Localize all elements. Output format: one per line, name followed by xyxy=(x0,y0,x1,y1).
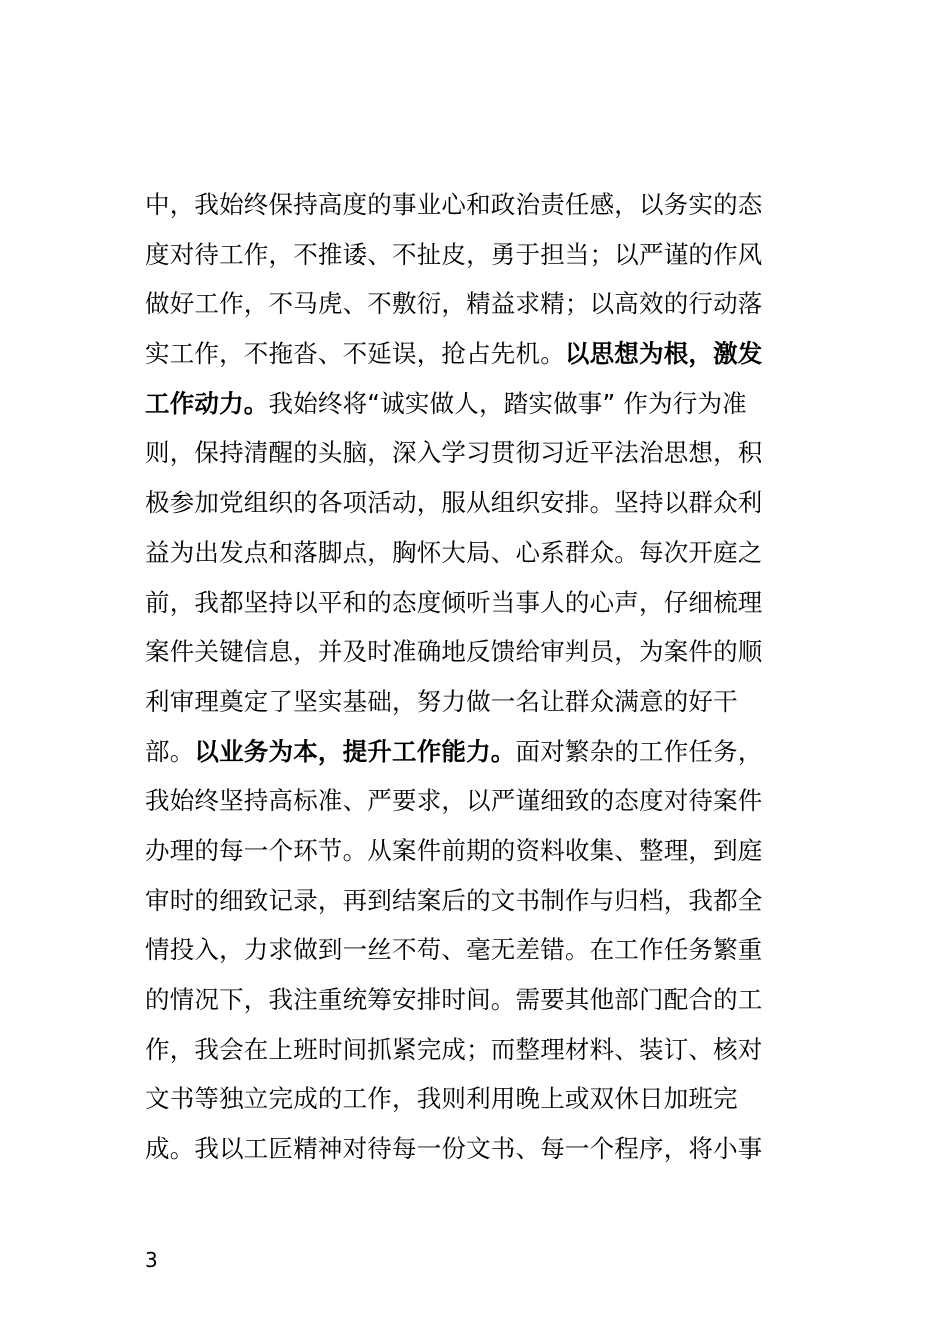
text-segment: 成。我以工匠精神对待每一份文书、每一个程序，将小事 xyxy=(145,1134,763,1164)
bold-heading-segment: 以思想为根，激发 xyxy=(564,339,763,369)
text-segment: 部。 xyxy=(145,736,195,766)
text-line xyxy=(145,329,817,379)
bold-heading-segment: 以业务为本，提升工作能力。 xyxy=(194,736,516,766)
text-segment: 做好工作，不马虎、不敷衍，精益求精；以高效的行动落 xyxy=(145,289,763,319)
body-paragraph xyxy=(145,180,817,1174)
text-segment: 案件关键信息，并及时准确地反馈给审判员，为案件的顺 xyxy=(145,637,763,667)
text-segment: 极参加党组织的各项活动，服从组织安排。坚持以群众利 xyxy=(145,488,763,518)
text-segment: 文书等独立完成的工作，我则利用晚上或双休日加班完 xyxy=(145,1084,738,1114)
text-segment: 利审理奠定了坚实基础，努力做一名让群众满意的好干 xyxy=(145,686,738,716)
text-segment: 面对繁杂的工作任务， xyxy=(515,736,763,766)
text-line xyxy=(145,578,817,628)
text-line xyxy=(145,776,817,826)
text-line xyxy=(145,1074,817,1124)
text-segment: 办理的每一个环节。从案件前期的资料收集、整理，到庭 xyxy=(145,835,763,865)
text-line xyxy=(145,876,817,926)
text-line xyxy=(145,528,817,578)
text-segment: 前，我都坚持以平和的态度倾听当事人的心声，仔细梳理 xyxy=(145,587,763,617)
text-segment: 作，我会在上班时间抓紧完成；而整理材料、装订、核对 xyxy=(145,1034,763,1064)
page-number: 3 xyxy=(145,1248,158,1272)
text-segment: 则，保持清醒的头脑，深入学习贯彻习近平法治思想，积 xyxy=(145,438,763,468)
text-line xyxy=(145,279,817,329)
text-segment: 情投入，力求做到一丝不苟、毫无差错。在工作任务繁重 xyxy=(145,935,763,965)
text-line xyxy=(145,627,817,677)
text-segment: 中，我始终保持高度的事业心和政治责任感，以务实的态 xyxy=(145,190,763,219)
text-line xyxy=(145,677,817,727)
text-line xyxy=(145,727,817,777)
text-segment: 的情况下，我注重统筹安排时间。需要其他部门配合的工 xyxy=(145,985,763,1014)
text-line xyxy=(145,1025,817,1075)
text-segment: 我始终坚持高标准、严要求，以严谨细致的态度对待案件 xyxy=(145,786,763,816)
text-segment: 实工作，不拖沓、不延误，抢占先机。 xyxy=(145,339,565,369)
text-line xyxy=(145,180,817,230)
text-line xyxy=(145,478,817,528)
text-line xyxy=(145,379,817,429)
text-segment: 审时的细致记录，再到结案后的文书制作与归档，我都全 xyxy=(145,885,763,915)
text-line xyxy=(145,975,817,1025)
text-segment: 度对待工作，不推诿、不扯皮，勇于担当；以严谨的作风 xyxy=(145,239,763,269)
text-line xyxy=(145,1124,817,1174)
text-line xyxy=(145,826,817,876)
text-segment: 益为出发点和落脚点，胸怀大局、心系群众。每次开庭之 xyxy=(145,537,763,567)
text-segment: 我始终将“诚实做人，踏实做事” 作为行为准 xyxy=(268,388,747,418)
text-line xyxy=(145,428,817,478)
text-line xyxy=(145,230,817,280)
bold-heading-segment: 工作动力。 xyxy=(145,388,269,418)
text-line xyxy=(145,925,817,975)
